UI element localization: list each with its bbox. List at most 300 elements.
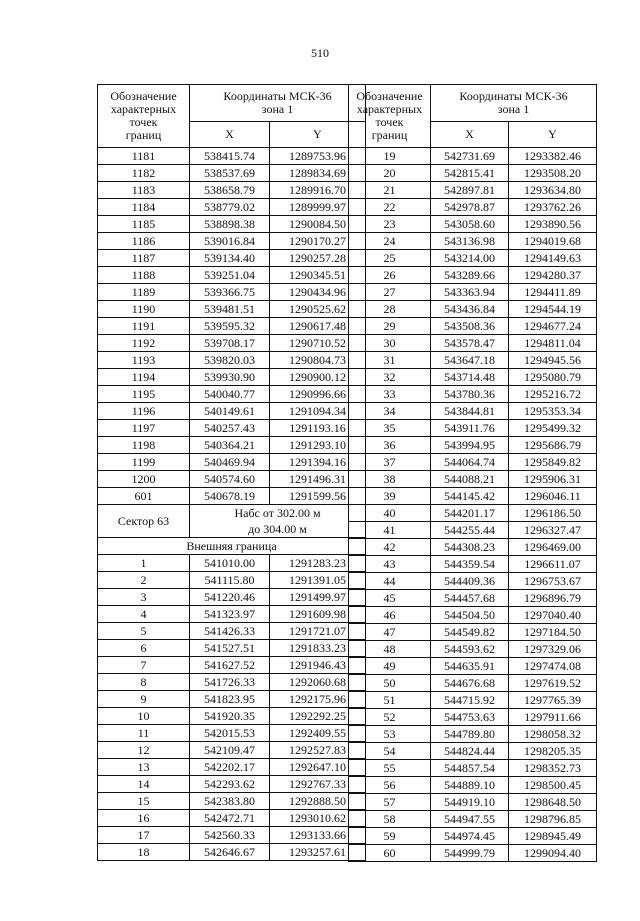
y-cell: 1295686.79: [509, 437, 597, 454]
point-id-cell: 1189: [98, 284, 190, 301]
y-cell: 1293133.66: [270, 827, 366, 844]
x-cell: 544457.68: [431, 590, 509, 607]
y-cell: 1292647.10: [270, 759, 366, 776]
x-cell: 544145.42: [431, 488, 509, 505]
x-cell: 541726.33: [190, 674, 270, 691]
point-id-cell: 1186: [98, 233, 190, 250]
y-cell: 1297619.52: [509, 675, 597, 692]
y-cell: 1291499.97: [270, 589, 366, 606]
y-cell: 1293257.61: [270, 844, 366, 861]
table-row: [98, 759, 366, 776]
x-cell: 538898.38: [190, 216, 270, 233]
y-cell: 1291599.56: [270, 488, 366, 505]
table-row: [98, 250, 366, 267]
table-row: [349, 199, 597, 216]
table-row: [349, 624, 597, 641]
x-cell: 544753.63: [431, 709, 509, 726]
table-row: [349, 148, 597, 165]
y-cell: 1298648.50: [509, 794, 597, 811]
outer-boundary-heading: Внешняя граница: [98, 538, 366, 555]
point-id-cell: 38: [349, 471, 431, 488]
y-cell: 1297911.66: [509, 709, 597, 726]
designation-header: Обозначение характерных точек границ: [349, 85, 431, 148]
point-id-cell: 1197: [98, 420, 190, 437]
table-row: [349, 301, 597, 318]
y-cell: 1292292.25: [270, 708, 366, 725]
point-id-cell: 3: [98, 589, 190, 606]
x-cell: 544409.36: [431, 573, 509, 590]
table-row: [98, 403, 366, 420]
point-id-cell: 50: [349, 675, 431, 692]
y-cell: 1294945.56: [509, 352, 597, 369]
x-cell: 538537.69: [190, 165, 270, 182]
y-cell: 1292888.50: [270, 793, 366, 810]
x-cell: 540040.77: [190, 386, 270, 403]
y-cell: 1293508.20: [509, 165, 597, 182]
table-row: [349, 726, 597, 743]
table-row: [98, 199, 366, 216]
y-cell: 1290804.73: [270, 352, 366, 369]
x-cell: 541823.95: [190, 691, 270, 708]
x-cell: 543780.36: [431, 386, 509, 403]
x-cell: 544999.79: [431, 845, 509, 862]
y-cell: 1294811.04: [509, 335, 597, 352]
x-cell: 544947.55: [431, 811, 509, 828]
point-id-cell: 1191: [98, 318, 190, 335]
point-id-cell: 1187: [98, 250, 190, 267]
point-id-cell: 13: [98, 759, 190, 776]
y-cell: 1294411.89: [509, 284, 597, 301]
y-cell: 1289916.70: [270, 182, 366, 199]
table-row: [349, 335, 597, 352]
x-cell: 544635.91: [431, 658, 509, 675]
x-cell: 541220.46: [190, 589, 270, 606]
x-cell: 544064.74: [431, 454, 509, 471]
x-cell: 542897.81: [431, 182, 509, 199]
y-cell: 1295216.72: [509, 386, 597, 403]
y-cell: 1291609.98: [270, 606, 366, 623]
y-cell: 1294149.63: [509, 250, 597, 267]
x-cell: 542560.33: [190, 827, 270, 844]
y-cell: 1297765.39: [509, 692, 597, 709]
y-cell: 1292060.68: [270, 674, 366, 691]
x-cell: 539366.75: [190, 284, 270, 301]
x-cell: 543214.00: [431, 250, 509, 267]
table-row: [98, 318, 366, 335]
table-row: [349, 692, 597, 709]
y-cell: 1295906.31: [509, 471, 597, 488]
y-cell: 1295499.32: [509, 420, 597, 437]
x-cell: 544593.62: [431, 641, 509, 658]
y-cell: 1290084.50: [270, 216, 366, 233]
point-id-cell: 32: [349, 369, 431, 386]
x-cell: 542383.80: [190, 793, 270, 810]
y-cell: 1297184.50: [509, 624, 597, 641]
x-cell: 541426.33: [190, 623, 270, 640]
point-id-cell: 1199: [98, 454, 190, 471]
table-row: [349, 437, 597, 454]
table-row: [98, 284, 366, 301]
x-cell: 542815.41: [431, 165, 509, 182]
table-row: [349, 641, 597, 658]
y-cell: 1298058.32: [509, 726, 597, 743]
x-cell: 540574.60: [190, 471, 270, 488]
x-cell: 539251.04: [190, 267, 270, 284]
x-cell: 542015.53: [190, 725, 270, 742]
x-cell: 541115.80: [190, 572, 270, 589]
point-id-cell: 601: [98, 488, 190, 505]
y-cell: 1298205.35: [509, 743, 597, 760]
point-id-cell: 35: [349, 420, 431, 437]
x-cell: 539820.03: [190, 352, 270, 369]
table-row: [349, 777, 597, 794]
table-row: [98, 454, 366, 471]
table-row: [98, 793, 366, 810]
y-cell: 1296186.50: [509, 505, 597, 522]
x-cell: 544359.54: [431, 556, 509, 573]
sector-height-range: Набс от 302.00 м до 304.00 м: [190, 505, 366, 538]
y-cell: 1290900.12: [270, 369, 366, 386]
x-cell: 538658.79: [190, 182, 270, 199]
y-cell: 1299094.40: [509, 845, 597, 862]
point-id-cell: 56: [349, 777, 431, 794]
table-row: [98, 386, 366, 403]
table-row: [349, 505, 597, 522]
y-cell: 1293382.46: [509, 148, 597, 165]
table-row: [349, 760, 597, 777]
point-id-cell: 29: [349, 318, 431, 335]
table-row: [98, 352, 366, 369]
right-coordinates-table: [348, 84, 597, 862]
point-id-cell: 27: [349, 284, 431, 301]
point-id-cell: 1198: [98, 437, 190, 454]
x-cell: 543436.84: [431, 301, 509, 318]
x-cell: 542293.62: [190, 776, 270, 793]
y-cell: 1294280.37: [509, 267, 597, 284]
x-cell: 541627.52: [190, 657, 270, 674]
y-cell: 1293762.26: [509, 199, 597, 216]
y-cell: 1298352.73: [509, 760, 597, 777]
point-id-cell: 40: [349, 505, 431, 522]
y-cell: 1292409.55: [270, 725, 366, 742]
y-cell: 1289999.97: [270, 199, 366, 216]
y-cell: 1293010.62: [270, 810, 366, 827]
x-cell: 543363.94: [431, 284, 509, 301]
point-id-cell: 49: [349, 658, 431, 675]
point-id-cell: 48: [349, 641, 431, 658]
y-cell: 1291496.31: [270, 471, 366, 488]
x-cell: 544088.21: [431, 471, 509, 488]
y-cell: 1292527.83: [270, 742, 366, 759]
table-row: [98, 589, 366, 606]
point-id-cell: 43: [349, 556, 431, 573]
table-row: [98, 742, 366, 759]
table-row: [98, 233, 366, 250]
x-cell: 539708.17: [190, 335, 270, 352]
table-row: [349, 420, 597, 437]
y-cell: 1291721.07: [270, 623, 366, 640]
x-header: X: [190, 122, 270, 148]
y-cell: 1298796.85: [509, 811, 597, 828]
y-cell: 1290257.28: [270, 250, 366, 267]
table-row: [98, 674, 366, 691]
x-cell: 540678.19: [190, 488, 270, 505]
point-id-cell: 1192: [98, 335, 190, 352]
table-row: [349, 454, 597, 471]
y-header: Y: [509, 122, 597, 148]
y-cell: 1298500.45: [509, 777, 597, 794]
table-row: [98, 657, 366, 674]
point-id-cell: 24: [349, 233, 431, 250]
y-cell: 1294677.24: [509, 318, 597, 335]
table-row: [98, 488, 366, 505]
point-id-cell: 18: [98, 844, 190, 861]
x-cell: 542202.17: [190, 759, 270, 776]
point-id-cell: 20: [349, 165, 431, 182]
x-cell: 544549.82: [431, 624, 509, 641]
x-cell: 542472.71: [190, 810, 270, 827]
x-cell: 538415.74: [190, 148, 270, 165]
point-id-cell: 41: [349, 522, 431, 539]
point-id-cell: 21: [349, 182, 431, 199]
table-row: [98, 606, 366, 623]
point-id-cell: 1194: [98, 369, 190, 386]
point-id-cell: 26: [349, 267, 431, 284]
point-id-cell: 46: [349, 607, 431, 624]
table-row: [98, 437, 366, 454]
table-row: [349, 590, 597, 607]
point-id-cell: 55: [349, 760, 431, 777]
x-cell: 539481.51: [190, 301, 270, 318]
table-row: [98, 369, 366, 386]
x-cell: 544504.50: [431, 607, 509, 624]
x-cell: 544889.10: [431, 777, 509, 794]
table-row: [98, 691, 366, 708]
point-id-cell: 12: [98, 742, 190, 759]
y-cell: 1291293.10: [270, 437, 366, 454]
table-row: [349, 743, 597, 760]
x-cell: 543058.60: [431, 216, 509, 233]
y-cell: 1291391.05: [270, 572, 366, 589]
table-row: [349, 352, 597, 369]
y-cell: 1294019.68: [509, 233, 597, 250]
point-id-cell: 51: [349, 692, 431, 709]
x-cell: 543911.76: [431, 420, 509, 437]
point-id-cell: 4: [98, 606, 190, 623]
table-row: [349, 573, 597, 590]
table-row: [349, 403, 597, 420]
point-id-cell: 39: [349, 488, 431, 505]
x-cell: 539595.32: [190, 318, 270, 335]
y-cell: 1289834.69: [270, 165, 366, 182]
table-row: [349, 267, 597, 284]
point-id-cell: 1: [98, 555, 190, 572]
page-number: 510: [311, 46, 329, 60]
outer-boundary-row: [98, 538, 366, 555]
x-cell: 544857.54: [431, 760, 509, 777]
table-row: [349, 250, 597, 267]
point-id-cell: 1196: [98, 403, 190, 420]
point-id-cell: 2: [98, 572, 190, 589]
y-cell: 1290710.52: [270, 335, 366, 352]
table-row: [349, 233, 597, 250]
point-id-cell: 1183: [98, 182, 190, 199]
point-id-cell: 1190: [98, 301, 190, 318]
x-cell: 544308.23: [431, 539, 509, 556]
left-coordinates-table: [97, 84, 366, 861]
point-id-cell: 45: [349, 590, 431, 607]
x-cell: 540149.61: [190, 403, 270, 420]
point-id-cell: 23: [349, 216, 431, 233]
point-id-cell: 37: [349, 454, 431, 471]
x-cell: 543578.47: [431, 335, 509, 352]
table-row: [349, 369, 597, 386]
y-cell: 1296753.67: [509, 573, 597, 590]
point-id-cell: 1195: [98, 386, 190, 403]
table-row: [98, 216, 366, 233]
y-cell: 1295080.79: [509, 369, 597, 386]
x-cell: 540469.94: [190, 454, 270, 471]
table-row: [98, 555, 366, 572]
point-id-cell: 19: [349, 148, 431, 165]
point-id-cell: 42: [349, 539, 431, 556]
y-cell: 1297329.06: [509, 641, 597, 658]
point-id-cell: 1184: [98, 199, 190, 216]
x-header: X: [431, 122, 509, 148]
point-id-cell: 7: [98, 657, 190, 674]
table-row: [98, 708, 366, 725]
table-row: [349, 658, 597, 675]
y-cell: 1296611.07: [509, 556, 597, 573]
point-id-cell: 1182: [98, 165, 190, 182]
table-row: [349, 318, 597, 335]
y-cell: 1290434.96: [270, 284, 366, 301]
point-id-cell: 9: [98, 691, 190, 708]
coordinates-header: Координаты МСК-36 зона 1: [190, 85, 366, 122]
table-row: [98, 844, 366, 861]
point-id-cell: 33: [349, 386, 431, 403]
sector-row: [98, 505, 366, 538]
y-cell: 1292767.33: [270, 776, 366, 793]
y-cell: 1293890.56: [509, 216, 597, 233]
point-id-cell: 28: [349, 301, 431, 318]
y-cell: 1297474.08: [509, 658, 597, 675]
x-cell: 544789.80: [431, 726, 509, 743]
table-row: [349, 675, 597, 692]
y-cell: 1290345.51: [270, 267, 366, 284]
x-cell: 541920.35: [190, 708, 270, 725]
point-id-cell: 1188: [98, 267, 190, 284]
point-id-cell: 60: [349, 845, 431, 862]
table-row: [98, 335, 366, 352]
table-row: [98, 623, 366, 640]
table-row: [98, 165, 366, 182]
table-row: [349, 386, 597, 403]
table-row: [349, 165, 597, 182]
y-cell: 1296327.47: [509, 522, 597, 539]
table-row: [349, 828, 597, 845]
x-cell: 540364.21: [190, 437, 270, 454]
point-id-cell: 31: [349, 352, 431, 369]
point-id-cell: 57: [349, 794, 431, 811]
x-cell: 544715.92: [431, 692, 509, 709]
table-row: [349, 556, 597, 573]
y-header: Y: [270, 122, 366, 148]
sector-name: Сектор 63: [98, 505, 190, 538]
table-row: [349, 182, 597, 199]
table-row: [98, 301, 366, 318]
x-cell: 543714.48: [431, 369, 509, 386]
point-id-cell: 58: [349, 811, 431, 828]
x-cell: 544919.10: [431, 794, 509, 811]
point-id-cell: 1185: [98, 216, 190, 233]
table-row: [349, 539, 597, 556]
table-row: [349, 794, 597, 811]
y-cell: 1291283.23: [270, 555, 366, 572]
x-cell: 544255.44: [431, 522, 509, 539]
y-cell: 1296896.79: [509, 590, 597, 607]
y-cell: 1291946.43: [270, 657, 366, 674]
point-id-cell: 10: [98, 708, 190, 725]
table-row: [98, 572, 366, 589]
table-row: [98, 420, 366, 437]
table-row: [98, 182, 366, 199]
y-cell: 1294544.19: [509, 301, 597, 318]
table-row: [349, 284, 597, 301]
x-cell: 544676.68: [431, 675, 509, 692]
point-id-cell: 11: [98, 725, 190, 742]
x-cell: 539016.84: [190, 233, 270, 250]
point-id-cell: 5: [98, 623, 190, 640]
y-cell: 1297040.40: [509, 607, 597, 624]
point-id-cell: 34: [349, 403, 431, 420]
point-id-cell: 22: [349, 199, 431, 216]
x-cell: 541010.00: [190, 555, 270, 572]
point-id-cell: 6: [98, 640, 190, 657]
point-id-cell: 59: [349, 828, 431, 845]
x-cell: 539930.90: [190, 369, 270, 386]
table-row: [98, 725, 366, 742]
y-cell: 1295353.34: [509, 403, 597, 420]
table-row: [98, 148, 366, 165]
table-row: [349, 488, 597, 505]
y-cell: 1291394.16: [270, 454, 366, 471]
y-cell: 1292175.96: [270, 691, 366, 708]
table-row: [349, 522, 597, 539]
point-id-cell: 15: [98, 793, 190, 810]
y-cell: 1296469.00: [509, 539, 597, 556]
designation-header: Обозначение характерных точек границ: [98, 85, 190, 148]
point-id-cell: 16: [98, 810, 190, 827]
point-id-cell: 47: [349, 624, 431, 641]
y-cell: 1298945.49: [509, 828, 597, 845]
table-row: [98, 776, 366, 793]
table-row: [98, 827, 366, 844]
x-cell: 543844.81: [431, 403, 509, 420]
x-cell: 539134.40: [190, 250, 270, 267]
x-cell: 542646.67: [190, 844, 270, 861]
point-id-cell: 52: [349, 709, 431, 726]
point-id-cell: 44: [349, 573, 431, 590]
point-id-cell: 1181: [98, 148, 190, 165]
x-cell: 538779.02: [190, 199, 270, 216]
table-row: [349, 709, 597, 726]
y-cell: 1290170.27: [270, 233, 366, 250]
point-id-cell: 1193: [98, 352, 190, 369]
x-cell: 542109.47: [190, 742, 270, 759]
table-row: [98, 267, 366, 284]
y-cell: 1290525.62: [270, 301, 366, 318]
